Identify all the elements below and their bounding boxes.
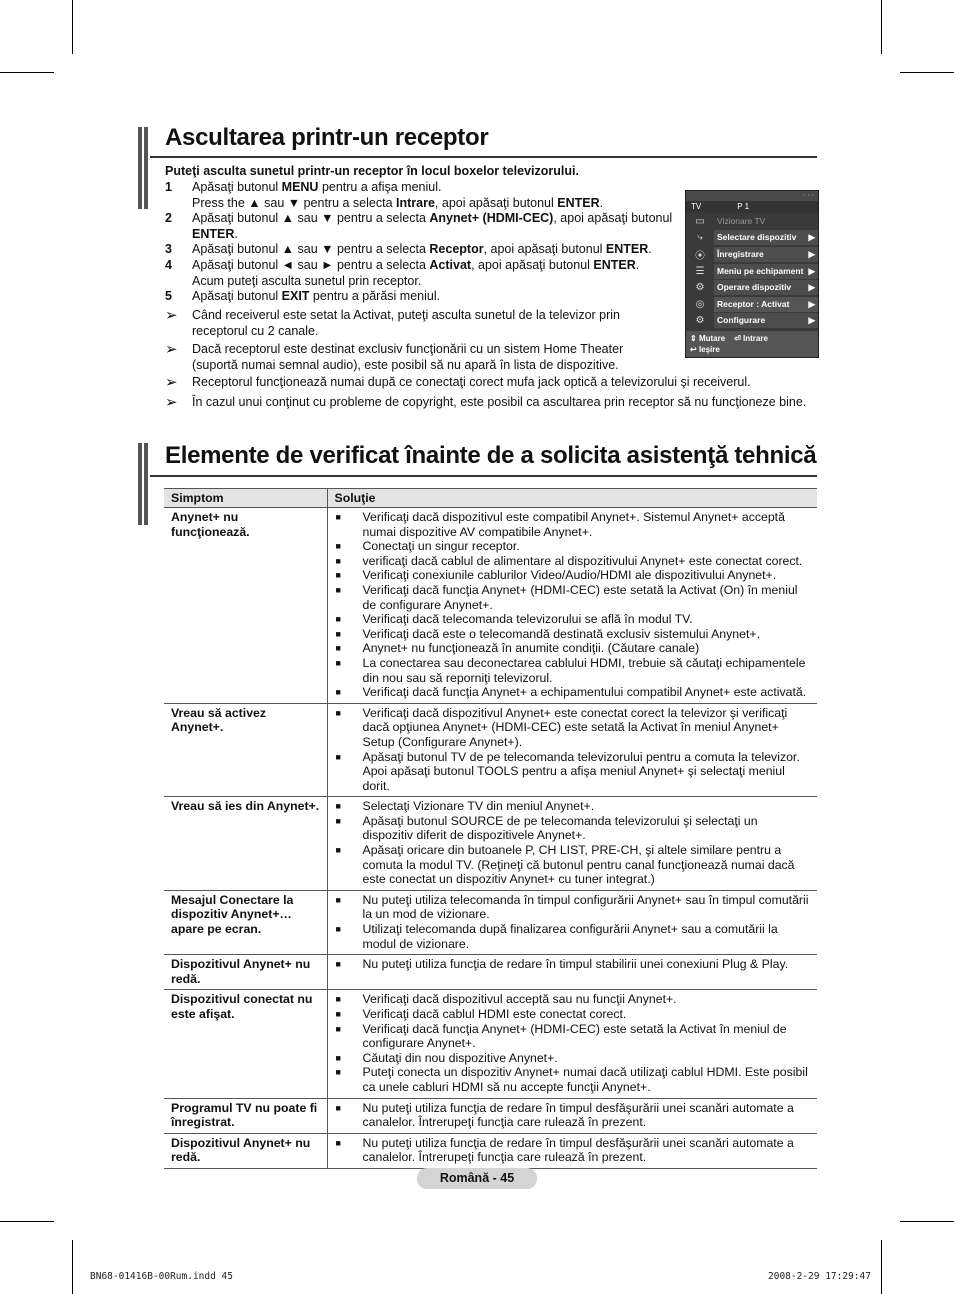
step-text-part: , apoi apăsaţi butonul [483,242,606,257]
solution-item [336,706,811,750]
solution-text: Nu puteţi utiliza telecomanda în timpul configurării Anynet+ sau în timpul comutării la un mod de vizionare. [362,892,809,922]
step-text-part: ENTER [605,242,649,257]
step-text [192,211,685,242]
symptom-cell: Vreau să activez Anynet+. [164,703,327,797]
tv-osd-menu [685,190,819,358]
troubleshooting-table [164,488,817,1169]
solution-text: Verificaţi dacă dispozitivul acceptă sau nu funcţii Anynet+. [362,992,677,1007]
section-title: Elemente de verificat înainte de a solicita asistenţă tehnică [165,442,817,469]
table-row [164,508,817,704]
note [165,375,825,391]
symptom-cell: Vreau să ies din Anynet+. [164,797,327,891]
operate-icon: ⚙ [695,282,705,294]
crop-mark [900,72,954,73]
solution-text: Nu puteţi utiliza funcţia de redare în timpul desfăşurării unei scanări automate a canalelor. Întrerupeţi funcţia care rulează în prezent. [362,1100,794,1130]
solution-text: Verificaţi dacă funcţia Anynet+ a echipamentului compatibil Anynet+ este activată. [362,685,807,700]
step-text-part: , apoi apăsaţi butonul [434,195,558,210]
step-number: 5 [165,289,172,304]
exit-icon: ↩ [690,345,697,354]
step-item [165,258,685,289]
osd-menu-label [714,313,818,328]
chevron-right-icon: ▶ [808,298,815,309]
osd-menu-label [714,280,818,295]
chevron-right-icon: ▶ [808,282,815,293]
osd-menu-item[interactable] [686,279,818,296]
symptom-cell: Programul TV nu poate fi înregistrat. [164,1098,327,1133]
bullet-icon: ■ [335,512,341,522]
table-row [164,955,817,990]
solution-item [336,568,811,583]
solution-item [336,799,811,814]
solution-cell [327,508,817,704]
solution-item [336,843,811,887]
step-item [165,211,685,242]
bullet-icon: ■ [335,1102,341,1113]
solution-item [336,750,811,794]
step-text-part: Press the ▲ sau ▼ pentru a selecta [192,195,397,210]
step-text-part: pentru a afişa meniul. [318,180,442,194]
solution-item [336,1051,811,1066]
osd-menu-label [714,247,818,262]
step-text-part: Receptor [429,242,484,257]
osd-menu-label [714,264,818,279]
osd-menu-item[interactable] [686,296,818,313]
step-text-part: Acum puteţi asculta sunetul prin receptor. [192,273,422,288]
osd-source: TV [691,202,702,211]
bullet-icon: ■ [335,541,341,552]
step-number: 1 [165,180,172,194]
step-text-part: . [635,257,640,272]
step-text-part: ENTER [192,226,235,241]
solution-item [336,1101,811,1130]
bullet-icon: ■ [335,657,341,668]
osd-channel: P 1 [737,202,750,211]
chevron-right-icon: ▶ [808,248,815,259]
section-marker [138,127,152,209]
step-text [192,242,685,258]
solution-item [336,656,811,685]
page-number-badge: Română - 45 [417,1168,537,1189]
setup-icon: ⚙ [695,315,705,327]
step-text-part: . [234,226,238,241]
solution-item [336,1022,811,1051]
solution-item [336,539,811,554]
table-row [164,890,817,954]
step-text-part: Activat [429,257,472,272]
solution-text: Selectaţi Vizionare TV din meniul Anynet+. [362,799,595,814]
solution-cell [327,1133,817,1168]
arrow-icon: ➢ [165,307,178,324]
receiver-icon: ◎ [695,298,705,310]
step-text-part: ENTER [593,257,636,272]
arrow-icon: ➢ [165,341,178,358]
steps-list [165,180,685,305]
step-number: 3 [165,242,172,257]
step-text-part: Anynet+ (HDMI-CEC) [429,211,554,226]
note-text: Receptorul funcţionează numai după ce conectaţi corect mufa jack optică a televizorului şi receiverul. [192,375,751,389]
osd-menu-item[interactable] [686,263,818,280]
solution-text: Verificaţi dacă cablul HDMI este conectat corect. [362,1007,627,1021]
table-row [164,703,817,797]
crop-mark [72,0,73,54]
bullet-icon: ■ [335,555,341,566]
step-number: 4 [165,257,172,272]
solution-text: Nu puteţi utiliza funcţia de redare în timpul desfăşurării unei scanări automate a canalelor. Întrerupeţi funcţia care rulează în prezent. [362,1135,794,1165]
step-text [192,289,685,305]
step-text [192,180,685,211]
solution-cell [327,990,817,1098]
osd-top-bar: · · · [686,191,818,201]
solution-item [336,510,811,539]
osd-item-text: Selectare dispozitiv [717,232,797,243]
solution-text: Verificaţi dacă telecomanda televizorului se află în modul TV. [362,612,693,627]
osd-menu-label [714,297,818,312]
solution-item [336,554,811,569]
note-text: Dacă receptorul este destinat exclusiv funcţionării cu un sistem Home Theater (suportă numai semnal audio), este posibil să nu apară în lista de dispozitive. [192,342,624,372]
symptom-cell: Dispozitivul Anynet+ nu redă. [164,1133,327,1168]
osd-header [686,201,818,213]
arrow-icon: ➢ [165,374,178,391]
record-icon: ⦿ [695,250,705,262]
solution-text: Apăsaţi butonul SOURCE de pe telecomanda televizorului şi selectaţi un dispozitiv diferit de dispozitivele Anynet+. [362,813,758,843]
heading-rule [150,156,817,158]
bullet-icon: ■ [335,894,341,905]
solution-item [336,612,811,627]
solution-text: Puteţi conecta un dispozitiv Anynet+ numai dacă utilizaţi cablul HDMI. Este posibil ca unele cabluri HDMI să nu accepte funcţii Anynet+. [362,1065,808,1094]
solution-text: La conectarea sau deconectarea cablului HDMI, trebuie să căutaţi echipamentele din nou sau să reporniţi televizorul. [362,655,806,685]
bullet-icon: ■ [335,751,341,762]
table-header-row [164,489,817,508]
solution-text: Utilizaţi telecomanda după finalizarea configurării Anynet+ sau a comutării la modul de vizionare. [362,922,778,951]
step-item [165,242,685,258]
column-header-solution: Soluţie [327,489,817,508]
table-row [164,1098,817,1133]
solution-item [336,957,811,972]
menu-icon: ☰ [695,265,705,277]
step-text-part: Apăsaţi butonul [192,289,282,304]
step-text-part: Apăsaţi butonul [192,180,282,194]
crop-mark [881,0,882,54]
chevron-right-icon: ▶ [808,315,815,326]
heading-rule [150,475,817,477]
solution-item [336,583,811,612]
solution-text: Verificaţi dacă funcţia Anynet+ (HDMI-CEC) este setată la Activat în meniul de configurare Anynet+. [362,1021,787,1051]
osd-item-text: Operare dispozitiv [717,282,792,293]
symptom-cell: Anynet+ nu funcţionează. [164,508,327,704]
step-text-part: , apoi apăsaţi butonul [471,257,594,272]
solution-item [336,992,811,1007]
osd-foot-exit: Ieşire [698,345,720,354]
crop-mark [881,1240,882,1294]
solution-text: Verificaţi dacă dispozitivul Anynet+ este conectat corect la televizor şi verificaţi dacă opţiunea Anynet+ (HDMI-CEC) este setată la Activat în meniul Anynet+ Setup (Configurare Anynet+). [362,705,788,749]
step-text-part: , apoi apăsaţi butonul [553,211,673,226]
solution-cell [327,955,817,990]
move-icon: ⇕ [690,334,697,343]
note [165,395,825,411]
solution-cell [327,797,817,891]
column-header-symptom: Simptom [164,489,327,508]
bullet-icon: ■ [335,628,341,639]
solution-item [336,1065,811,1094]
step-text-part: Apăsaţi butonul ◄ sau ► pentru a selecta [192,257,430,272]
table-row [164,797,817,891]
enter-icon: ⏎ [734,334,741,343]
solution-text: Conectaţi un singur receptor. [362,539,520,554]
solution-cell [327,1098,817,1133]
bullet-icon: ■ [335,1009,341,1019]
crop-mark [900,1221,954,1222]
osd-foot-enter: Intrare [743,334,768,343]
bullet-icon: ■ [335,707,341,718]
solution-item [336,893,811,922]
symptom-cell: Dispozitivul conectat nu este afişat. [164,990,327,1098]
solution-text: Apăsaţi butonul TV de pe telecomanda televizorului pentru a comuta la televizor. Apoi apăsaţi butonul TOOLS pentru a afişa meniul Anynet+ şi selectaţi meniul dorit. [362,749,800,793]
osd-menu-label [714,214,818,229]
bullet-icon: ■ [335,643,341,654]
file-info: BN68-01416B-00Rum.indd 45 [90,1271,233,1282]
bullet-icon: ■ [335,845,341,856]
step-text-part: ENTER [557,195,600,210]
solution-text: Verificaţi dacă este o telecomandă destinată exclusiv sistemului Anynet+. [362,626,760,641]
step-text-part: Apăsaţi butonul ▲ sau ▼ pentru a selecta [192,242,430,257]
osd-menu-label [714,230,818,245]
step-item [165,180,685,211]
step-text-part: Intrare [396,195,435,210]
section-title: Ascultarea printr-un receptor [165,124,489,151]
arrow-icon: ➢ [165,394,178,411]
osd-menu-item[interactable] [686,246,818,263]
intro-text: Puteţi asculta sunetul printr-un receptor în locul boxelor televizorului. [165,164,579,178]
step-text-part: . [648,242,652,257]
note-text: Când receiverul este setat la Activat, puteţi asculta sunetul de la televizor prin receptorul cu 2 canale. [192,308,621,338]
bullet-icon: ■ [335,687,341,698]
note [165,308,650,339]
crop-mark [0,1221,54,1222]
bullet-icon: ■ [335,584,341,595]
osd-items [686,213,818,329]
bullet-icon: ■ [335,959,341,970]
step-text [192,258,685,289]
bullet-icon: ■ [335,1067,341,1078]
osd-menu-item[interactable] [686,213,818,230]
solution-cell [327,703,817,797]
solution-text: verificaţi dacă cablul de alimentare al dispozitivului Anynet+ este conectat corect. [362,553,803,568]
print-timestamp: 2008-2-29 17:29:47 [768,1271,871,1282]
bullet-icon: ■ [335,1137,341,1148]
step-text-part: . [599,195,604,210]
bullet-icon: ■ [335,614,341,625]
osd-menu-item[interactable] [686,313,818,330]
solution-text: Apăsaţi oricare din butoanele P, CH LIST, PRE-CH, şi altele similare pentru a comuta la modul TV. (Reţineţi că butonul pentru canal funcţionează numai dacă este conectat un dispozitiv Anynet+ cu tuner integrat.) [362,843,795,887]
bullet-icon: ■ [335,924,341,935]
bullet-icon: ■ [335,994,341,1005]
solution-item [336,627,811,642]
step-item [165,289,685,305]
solution-item [336,1136,811,1165]
note-text: În cazul unui conţinut cu probleme de copyright, este posibil ca ascultarea prin receptor să nu funcţioneze bine. [192,395,807,409]
crop-mark [0,72,54,73]
symptom-cell: Dispozitivul Anynet+ nu redă. [164,955,327,990]
chevron-right-icon: ▶ [808,265,815,276]
crop-mark [72,1240,73,1294]
solution-text: Verificaţi dacă funcţia Anynet+ (HDMI-CEC) este setată la Activat (On) în meniul de configurare Anynet+. [362,582,798,612]
solution-text: Nu puteţi utiliza funcţia de redare în timpul stabilirii unei conexiuni Plug & Play. [362,957,789,972]
solution-item [336,641,811,656]
bullet-icon: ■ [335,570,341,581]
solution-text: Verificaţi conexiunile cablurilor Video/Audio/HDMI ale dispozitivului Anynet+. [362,568,777,583]
step-number: 2 [165,211,172,226]
solution-item [336,1007,811,1022]
osd-foot-move: Mutare [698,334,726,343]
bullet-icon: ■ [335,801,341,812]
table-row [164,1133,817,1168]
device-icon: ⤷ [697,232,703,244]
osd-item-text: Meniu pe echipament [717,265,804,276]
bullet-icon: ■ [335,1052,341,1063]
osd-menu-item[interactable] [686,230,818,247]
solution-item [336,685,811,700]
table-row [164,990,817,1098]
osd-item-text: Receptor [717,298,754,309]
step-text-part: EXIT [281,289,310,304]
solution-cell [327,890,817,954]
note [165,342,665,373]
symptom-cell: Mesajul Conectare la dispozitiv Anynet+… apare pe ecran. [164,890,327,954]
solution-item [336,814,811,843]
solution-text: Anynet+ nu funcţionează în anumite condiţii. (Căutare canale) [362,641,700,656]
osd-footer [686,331,818,357]
osd-item-value: : Activat [756,298,790,309]
solution-item [336,922,811,951]
bullet-icon: ■ [335,1023,341,1034]
osd-item-text: Înregistrare [717,248,764,259]
step-text-part: MENU [281,180,319,194]
osd-item-text: Vizionare TV [717,215,766,226]
osd-item-text: Configurare [717,315,766,326]
solution-text: Căutaţi din nou dispozitive Anynet+. [362,1050,558,1065]
step-text-part: Apăsaţi butonul ▲ sau ▼ pentru a selecta [192,211,430,226]
chevron-right-icon: ▶ [808,232,815,243]
section-marker [138,443,152,525]
bullet-icon: ■ [335,815,341,826]
step-text-part: pentru a părăsi meniul. [309,289,441,304]
tv-icon: ▭ [695,215,705,227]
solution-text: Verificaţi dacă dispozitivul este compatibil Anynet+. Sistemul Anynet+ acceptă numai dispozitive AV compatibile Anynet+. [362,510,785,539]
